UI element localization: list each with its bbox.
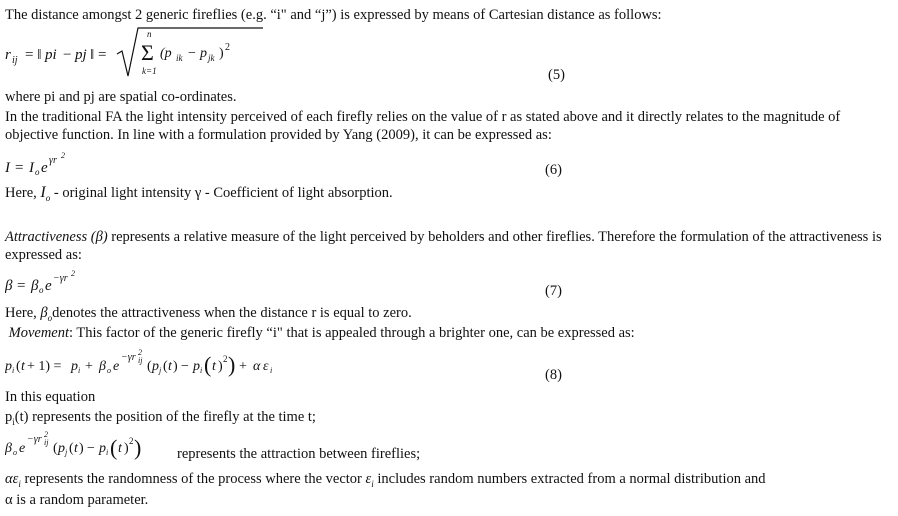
- svg-text:2: 2: [61, 151, 65, 160]
- svg-text:γr: γr: [49, 155, 57, 166]
- svg-text:2: 2: [223, 354, 228, 364]
- beta0-definition: Here, $\beta_odenotes$ the attractiveness when the distance r is equal to zero.: [5, 305, 412, 323]
- svg-text:β: β: [31, 278, 39, 294]
- light-intensity-paragraph: In the traditional FA the light intensity perceived of each firefly relies on the value of r as stated above and it directly relates to the magnitude of objective function. In line with a formulation provided by Yang (2009), it can be expressed as:: [5, 109, 841, 144]
- svg-text:o: o: [35, 167, 40, 177]
- svg-text:(: (: [16, 359, 21, 374]
- svg-text:= ‖: = ‖: [25, 47, 42, 63]
- svg-text:e: e: [113, 359, 120, 374]
- equation-7: [5, 268, 125, 296]
- epsilon-symbol: $\varepsilon_i$: [365, 471, 374, 489]
- svg-text:−γr: −γr: [27, 434, 42, 445]
- svg-text:I: I: [29, 160, 34, 176]
- svg-text:): ): [219, 46, 224, 61]
- coordinates-note: where pi and pj are spatial co-ordinates.: [5, 89, 237, 105]
- svg-text:p: p: [152, 359, 159, 374]
- randomness-definition: $\alpha\varepsilon_i$ represents the randomness of the process where the vector $\varepsilon_i$ includes random numbers extracted from a normal distribution and: [5, 471, 766, 489]
- svg-text:ik: ik: [176, 53, 183, 63]
- svg-text:j: j: [65, 448, 68, 457]
- i0-symbol: $I_o$: [40, 184, 51, 204]
- svg-text:): ): [228, 352, 236, 377]
- svg-text:p: p: [5, 359, 12, 374]
- svg-text:β: β: [5, 278, 13, 294]
- svg-text:i: i: [106, 448, 109, 457]
- movement-paragraph: Movement: This factor of the generic firefly “i" that is appealed through a brighter one, can be expressed as:: [8, 325, 635, 341]
- svg-text:t: t: [74, 441, 78, 456]
- svg-text:(: (: [163, 359, 168, 374]
- svg-text:α: α: [253, 359, 261, 374]
- svg-text:(: (: [204, 352, 212, 377]
- svg-text:=: =: [15, 160, 24, 176]
- svg-text:p: p: [71, 359, 78, 374]
- svg-text:2: 2: [71, 269, 75, 278]
- svg-text:(: (: [110, 435, 118, 460]
- svg-text:(p: (p: [160, 46, 172, 61]
- in-this-equation: In this equation: [5, 389, 96, 405]
- svg-text:t: t: [168, 359, 172, 374]
- svg-text:−: −: [181, 359, 189, 374]
- svg-text:p: p: [99, 441, 106, 456]
- svg-text:e: e: [41, 160, 48, 176]
- svg-text:e: e: [45, 278, 52, 294]
- svg-text:p: p: [200, 46, 207, 61]
- svg-text:o: o: [13, 448, 17, 457]
- svg-text:t: t: [21, 359, 25, 374]
- svg-text:): ): [173, 359, 178, 374]
- equation-5: [5, 24, 265, 86]
- svg-text:ij: ij: [12, 55, 18, 66]
- attraction-definition: β o e −γr 2 ij ( p j ( t ) − p i ( t ) 2 ) represents the attraction between fireflies;: [5, 430, 421, 462]
- alpha-definition: α is a random parameter.: [5, 492, 149, 508]
- attractiveness-paragraph: Attractiveness (β) represents a relative measure of the light perceived by beholders and other fireflies. Therefore the formulation of the attractiveness is expressed as:: [5, 229, 882, 264]
- intro-paragraph: The distance amongst 2 generic fireflies (e.g. “i" and “j”) is expressed by means of Cartesian distance as follows:: [5, 7, 662, 23]
- svg-text:β: β: [5, 441, 12, 456]
- svg-text:2: 2: [44, 430, 48, 439]
- svg-text:t: t: [118, 441, 122, 456]
- svg-text:): ): [218, 359, 223, 374]
- svg-text:p: p: [58, 441, 65, 456]
- svg-text:−γr: −γr: [121, 352, 136, 363]
- svg-text:r: r: [5, 47, 11, 63]
- alpha-epsilon-symbol: $\alpha\varepsilon_i$: [5, 471, 21, 489]
- svg-text:i: i: [12, 366, 15, 375]
- svg-text:pj: pj: [75, 47, 87, 63]
- equation-6-number: (6): [545, 162, 562, 178]
- svg-text:o: o: [107, 366, 111, 375]
- svg-text:p: p: [193, 359, 200, 374]
- svg-text:ij: ij: [138, 356, 143, 365]
- intensity-definition: Here, $I_o$ - original light intensity γ - Coefficient of light absorption.: [5, 184, 393, 204]
- equation-5-number: (5): [548, 67, 565, 83]
- svg-text:‖ =: ‖ =: [90, 47, 107, 63]
- svg-text:+: +: [239, 359, 247, 374]
- svg-text:i: i: [270, 366, 273, 375]
- attraction-term-formula: [5, 430, 177, 462]
- svg-text:jk: jk: [208, 53, 215, 63]
- svg-text:−: −: [63, 47, 72, 63]
- svg-text:β: β: [99, 359, 106, 374]
- svg-text:+: +: [85, 359, 93, 374]
- svg-text:pi: pi: [45, 47, 57, 63]
- equation-6: [5, 150, 125, 178]
- svg-text:ε: ε: [263, 359, 269, 374]
- svg-text:Σ: Σ: [141, 40, 154, 65]
- pi-t-symbol: $p_i(t)$: [5, 409, 33, 427]
- equation-8-number: (8): [545, 367, 562, 383]
- svg-text:j: j: [159, 366, 162, 375]
- svg-text:n: n: [147, 29, 152, 39]
- svg-text:ij: ij: [44, 438, 49, 447]
- svg-text:e: e: [19, 441, 26, 456]
- position-definition: $p_i(t)$ represents the position of the firefly at the time t;: [5, 409, 316, 427]
- beta0-symbol: $\beta_o$: [40, 305, 53, 323]
- svg-text:2: 2: [129, 436, 134, 446]
- svg-text:=: =: [17, 278, 26, 294]
- equation-8: [5, 344, 345, 380]
- svg-text:): ): [134, 435, 142, 460]
- svg-text:): ): [124, 441, 129, 456]
- svg-text:2: 2: [225, 42, 230, 53]
- movement-term: Movement: [8, 325, 70, 341]
- equation-7-number: (7): [545, 283, 562, 299]
- svg-text:k=1: k=1: [142, 66, 157, 76]
- svg-text:t: t: [212, 359, 216, 374]
- svg-text:): ): [79, 441, 84, 456]
- svg-text:2: 2: [138, 348, 142, 357]
- svg-text:(: (: [147, 359, 152, 374]
- svg-text:i: i: [200, 366, 203, 375]
- attractiveness-term: Attractiveness (β): [5, 229, 108, 245]
- svg-text:(: (: [53, 441, 58, 456]
- svg-text:I: I: [5, 160, 10, 176]
- svg-text:o: o: [39, 285, 44, 295]
- svg-text:−: −: [188, 46, 196, 61]
- svg-text:i: i: [78, 366, 81, 375]
- svg-text:(: (: [69, 441, 74, 456]
- svg-text:−γr: −γr: [53, 273, 68, 284]
- svg-text:−: −: [87, 441, 95, 456]
- svg-text:+ 1) =: + 1) =: [27, 359, 62, 374]
